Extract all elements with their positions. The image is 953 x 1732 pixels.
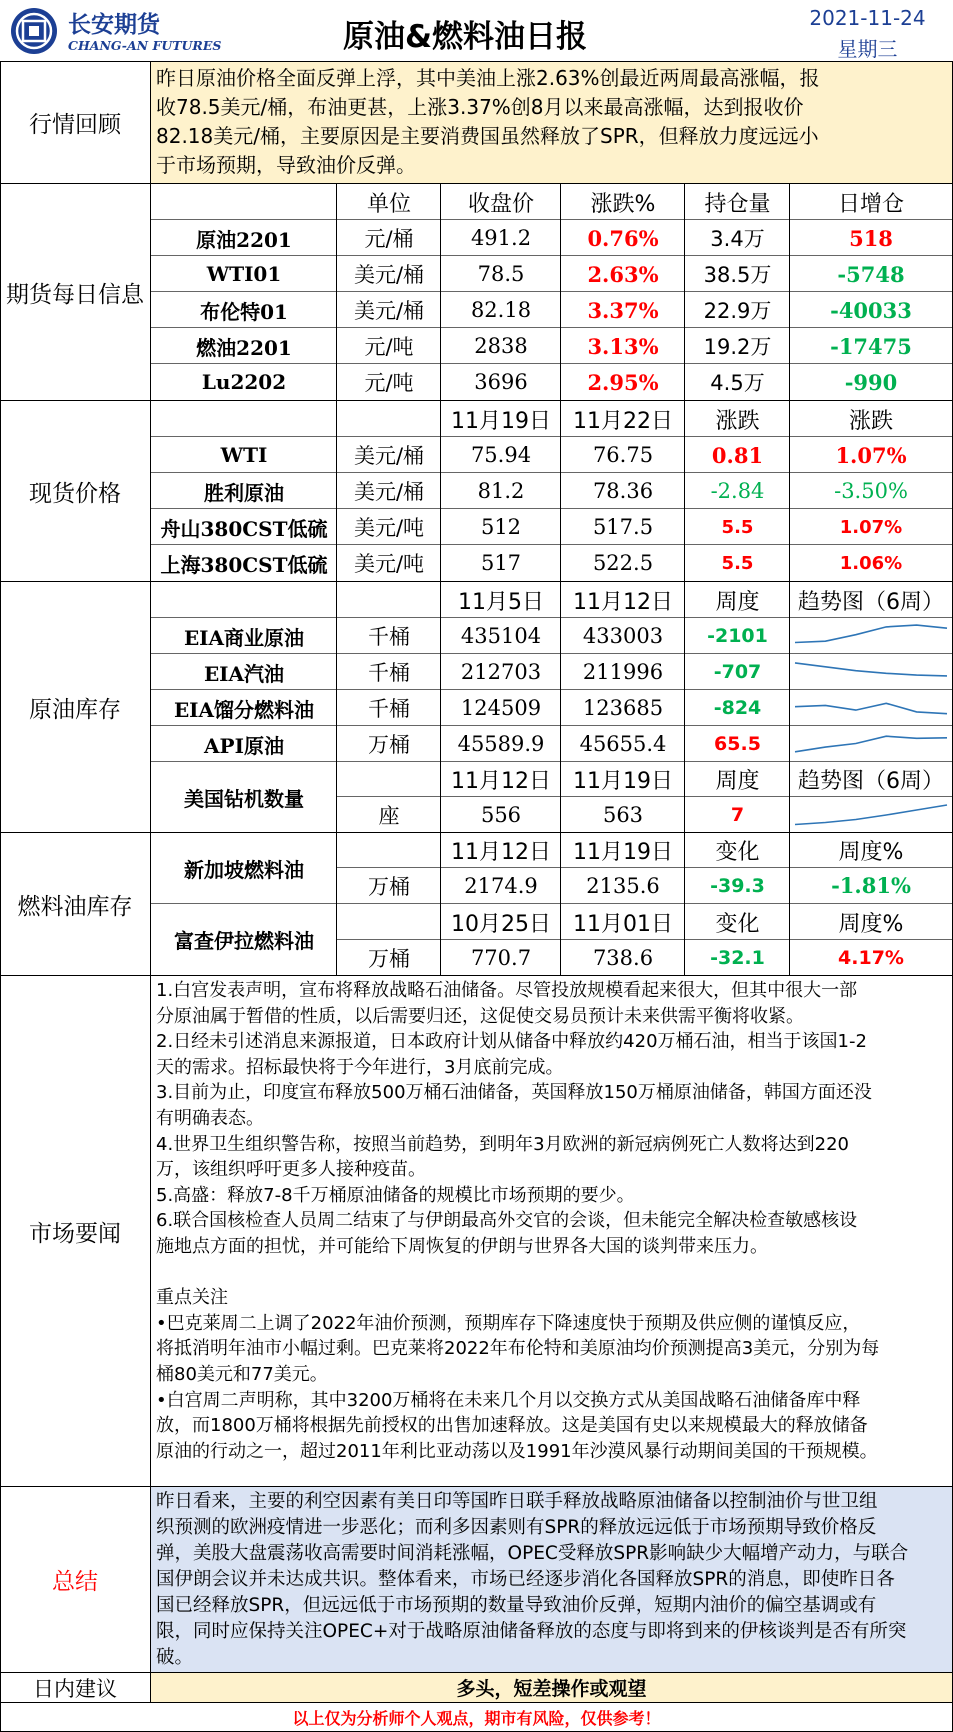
summary-line: 昨日看来，主要的利空因素有美日印等国昨日联手释放战略原油储备以控制油价与世卫组 (156, 1491, 878, 1512)
spot-row-3-change-pct: 1.06% (839, 552, 903, 574)
news-line: 2.日经未引述消息来源报道，日本政府计划从储备中释放约420万桶石油，相当于该国1-2 (156, 1031, 867, 1053)
fj-header-date2: 11月01日 (573, 911, 673, 937)
fj-weekly-pct: 4.17% (838, 946, 904, 969)
crude-inv-row-0-v1: 435104 (460, 624, 542, 648)
sg-header-date2: 11月19日 (573, 840, 673, 865)
futures-row-0-close: 491.2 (470, 226, 532, 250)
futures-header-unit: 单位 (366, 191, 411, 217)
futures-row-0-oi-change: 518 (849, 225, 893, 251)
fj-header-weekly-pct: 周度% (838, 911, 904, 937)
futures-row-1-unit: 美元/桶 (353, 263, 425, 287)
futures-row-4-oi-change: -990 (844, 369, 898, 395)
spot-row-1-change: -2.84 (710, 479, 765, 503)
news-line: 将抵消明年油市小幅过剩。巴克莱将2022年布伦特和美原油均价预测提高3美元，分别为每 (156, 1338, 880, 1360)
crude-inv-row-0-v2: 433003 (582, 624, 664, 648)
fj-header-change: 变化 (715, 911, 760, 937)
crude-inv-row-2-unit: 千桶 (368, 697, 410, 721)
summary-line: 破。 (156, 1647, 194, 1668)
fj-v2: 738.6 (592, 945, 654, 970)
spot-row-0-change: 0.81 (711, 442, 764, 468)
spot-row-3-name: 上海380CST低硫 (160, 552, 328, 577)
rig-unit: 座 (378, 803, 400, 828)
sg-header-weekly-pct: 周度% (838, 840, 904, 865)
futures-row-3-unit: 元/吨 (364, 335, 414, 359)
news-line: 6.联合国核检查人员周二结束了与伊朗最高外交官的会谈，但未能完全解决检查敏感核设 (156, 1210, 858, 1232)
spot-row-2-name: 舟山380CST低硫 (160, 516, 328, 541)
fj-v1: 770.7 (470, 945, 532, 970)
futures-header-oi-change: 日增仓 (837, 191, 904, 217)
futures-row-3-oi: 19.2万 (703, 335, 772, 359)
crude-inv-row-0-unit: 千桶 (368, 625, 410, 649)
fuel-inventory-label: 燃料油库存 (17, 893, 133, 920)
trend-sparkline (792, 620, 950, 652)
futures-row-0-unit: 元/桶 (364, 227, 414, 251)
trend-sparkline (792, 656, 950, 688)
futures-row-3-change: 3.13% (587, 333, 659, 359)
trend-line (795, 663, 947, 676)
summary-line: 弹，美股大盘震荡收高需要时间消耗涨幅，OPEC受释放SPR影响缺少大幅增产动力，与联合 (156, 1543, 909, 1564)
futures-row-0-oi: 3.4万 (710, 227, 765, 251)
futures-row-1-change: 2.63% (587, 261, 659, 287)
rig-change: 7 (730, 803, 745, 826)
futures-row-4-name: Lu2202 (201, 370, 287, 394)
spot-header-date2: 11月22日 (573, 408, 673, 434)
crude-inv-row-2-v2: 123685 (582, 696, 664, 720)
futures-row-3-name: 燃油2201 (196, 335, 292, 360)
futures-row-2-close: 82.18 (470, 298, 532, 322)
news-line: 万，该组织呼吁更多人接种疫苗。 (156, 1159, 426, 1181)
news-line: 5.高盛：释放7-8千万桶原油储备的规模比市场预期的要少。 (156, 1184, 635, 1206)
spot-row-3-change: 5.5 (721, 552, 754, 574)
spot-row-3-unit: 美元/吨 (353, 552, 425, 576)
news-line: 桶80美元和77美元。 (156, 1363, 328, 1385)
news-line: 有明确表态。 (156, 1107, 264, 1129)
spot-label: 现货价格 (29, 480, 121, 507)
logo-text-en: CHANG-AN FUTURES (68, 38, 222, 53)
spot-header-change: 涨跌 (715, 408, 760, 434)
spot-header-change-pct: 涨跌 (848, 408, 893, 434)
review-line: 昨日原油价格全面反弹上浮，其中美油上涨2.63%创最近两周最高涨幅，报 (156, 66, 820, 90)
rig-header-trend: 趋势图（6周） (798, 769, 944, 794)
news-line (156, 1260, 879, 1286)
news-line: •巴克莱周二上调了2022年油价预测，预期库存下降速度快于预期及供应侧的谨慎反应， (156, 1312, 861, 1334)
rig-count-name: 美国钻机数量 (184, 786, 304, 811)
futures-row-1-name: WTI01 (206, 262, 282, 286)
sg-header-change: 变化 (715, 840, 760, 865)
futures-row-3-oi-change: -17475 (830, 333, 912, 359)
spot-row-2-unit: 美元/吨 (353, 516, 425, 540)
summary-label: 总结 (52, 1569, 98, 1595)
report-weekday: 星期三 (837, 36, 898, 61)
futures-row-2-change: 3.37% (587, 297, 659, 323)
logo (8, 6, 222, 56)
futures-row-4-close: 3696 (474, 370, 528, 394)
futures-header-change: 涨跌% (590, 191, 656, 217)
spot-header-date1: 11月19日 (451, 408, 551, 434)
trend-sparkline (792, 799, 950, 830)
spot-row-0-name: WTI (220, 443, 268, 467)
summary-line: 国已经释放SPR，但远远低于市场预期的数量导致油价反弹，短期内油价的偏空基调或有 (156, 1595, 877, 1616)
news-line: •白宫周二声明称，其中3200万桶将在未来几个月以交换方式从美国战略石油储备库中释 (156, 1389, 861, 1411)
logo-text-cn: 长安期货 (68, 12, 160, 38)
sg-header-date1: 11月12日 (451, 840, 551, 865)
crude-inv-row-3-change: 65.5 (714, 733, 761, 755)
crude-inv-row-0-change: -2101 (707, 625, 768, 647)
futures-row-0-change: 0.76% (587, 225, 659, 251)
news-label: 市场要闻 (29, 1220, 121, 1247)
trend-line (795, 805, 947, 825)
summary-text (156, 1489, 908, 1671)
review-line: 收78.5美元/桶，布油更甚，上涨3.37%创8月以来最高涨幅，达到报收价 (156, 95, 804, 119)
crude-inv-row-1-v1: 212703 (460, 660, 542, 684)
trend-line (795, 625, 947, 642)
spot-row-2-p1: 512 (480, 515, 522, 539)
trend-line (795, 736, 947, 752)
crude-inv-header-date1: 11月5日 (458, 589, 544, 615)
crude-inv-row-1-name: EIA汽油 (203, 661, 285, 686)
crude-inv-row-3-v1: 45589.9 (457, 732, 545, 756)
rig-v2: 563 (602, 802, 644, 827)
advice-text: 多头，短差操作或观望 (456, 1678, 647, 1700)
spot-row-0-change-pct: 1.07% (835, 442, 907, 468)
review-label: 行情回顾 (29, 112, 121, 138)
fj-change: -32.1 (710, 946, 765, 969)
futures-row-1-close: 78.5 (477, 262, 525, 286)
news-line: 原油的行动之一，超过2011年利比亚动荡以及1991年沙漠风暴行动期间美国的干预规模。 (156, 1440, 878, 1462)
futures-label: 期货每日信息 (6, 281, 144, 308)
futures-row-2-oi: 22.9万 (703, 299, 772, 323)
news-line: 重点关注 (156, 1287, 228, 1309)
crude-inv-row-1-unit: 千桶 (368, 661, 410, 685)
news-line: 分原油属于暂借的性质，以后需要归还，这促使交易员预计未来供需平衡将收紧。 (156, 1005, 804, 1027)
sg-unit: 万桶 (368, 874, 410, 899)
futures-row-4-oi: 4.5万 (710, 371, 765, 395)
news-line: 放，而1800万桶将根据先前授权的出售加速释放。这是美国有史以来规模最大的释放储备 (156, 1415, 868, 1437)
crude-inv-row-3-unit: 万桶 (368, 733, 410, 757)
sg-v1: 2174.9 (464, 873, 538, 898)
spot-row-0-unit: 美元/桶 (353, 444, 425, 468)
logo-emblem-icon (8, 6, 60, 56)
spot-row-0-p1: 75.94 (470, 443, 532, 467)
trend-sparkline (792, 692, 950, 724)
review-line: 82.18美元/桶，主要原因是主要消费国虽然释放了SPR，但释放力度远远小 (156, 124, 819, 148)
futures-row-4-change: 2.95% (587, 369, 659, 395)
disclaimer: 以上仅为分析师个人观点，期市有风险，仅供参考！ (292, 1709, 661, 1728)
trend-sparkline (792, 728, 950, 760)
spot-row-3-p2: 522.5 (592, 551, 654, 575)
crude-inv-header-trend: 趋势图（6周） (798, 589, 944, 615)
advice-label: 日内建议 (33, 1676, 117, 1701)
news-line: 1.白宫发表声明，宣布将释放战略石油储备。尽管投放规模看起来很大，但其中很大一部 (156, 980, 858, 1001)
fj-header-date1: 10月25日 (451, 911, 551, 937)
trend-line (795, 703, 947, 713)
report-title: 原油&燃料油日报 (342, 18, 588, 55)
news-line: 3.目前为止，印度宣布释放500万桶石油储备，英国释放150万桶原油储备，韩国方面还没 (156, 1082, 872, 1104)
futures-row-3-close: 2838 (474, 334, 528, 358)
crude-inv-row-2-v1: 124509 (460, 696, 542, 720)
crude-inv-row-2-change: -824 (713, 697, 762, 719)
spot-row-1-change-pct: -3.50% (834, 479, 908, 503)
sg-v2: 2135.6 (586, 873, 660, 898)
spot-row-2-change: 5.5 (721, 516, 754, 538)
crude-inv-row-2-name: EIA馏分燃料油 (173, 697, 315, 722)
spot-row-1-p1: 81.2 (477, 479, 525, 503)
spot-row-2-p2: 517.5 (592, 515, 654, 539)
futures-row-2-oi-change: -40033 (830, 297, 912, 323)
summary-line: 织预测的欧洲疫情进一步恶化；而利多因素则有SPR的释放远远低于市场预期导致价格反 (156, 1517, 877, 1538)
sg-change: -39.3 (710, 874, 765, 897)
futures-header-close: 收盘价 (467, 191, 534, 217)
spot-row-2-change-pct: 1.07% (839, 516, 903, 538)
sg-weekly-pct: -1.81% (831, 873, 911, 898)
crude-inventory-label: 原油库存 (29, 696, 121, 723)
futures-row-2-unit: 美元/桶 (353, 299, 425, 323)
report-date: 2021-11-24 (809, 6, 926, 30)
crude-inv-row-1-change: -707 (713, 661, 762, 683)
futures-row-2-name: 布伦特01 (200, 299, 288, 324)
spot-row-1-p2: 78.36 (592, 479, 654, 503)
fj-fuel-name: 富查伊拉燃料油 (174, 929, 314, 953)
crude-inv-row-3-v2: 45655.4 (579, 732, 667, 756)
crude-inv-row-3-name: API原油 (204, 733, 284, 758)
futures-header-open-interest: 持仓量 (704, 191, 771, 217)
rig-header-weekly: 周度 (715, 769, 760, 794)
futures-row-4-unit: 元/吨 (364, 371, 414, 395)
rig-header-date2: 11月19日 (573, 769, 673, 794)
news-line: 4.世界卫生组织警告称，按照当前趋势，到明年3月欧洲的新冠病例死亡人数将达到220 (156, 1133, 849, 1155)
spot-row-1-name: 胜利原油 (204, 480, 284, 505)
summary-line: 国伊朗会议并未达成共识。整体看来，市场已经逐步消化各国释放SPR的消息，即使昨日各 (156, 1569, 895, 1590)
futures-row-0-name: 原油2201 (196, 227, 292, 252)
sg-fuel-name: 新加坡燃料油 (184, 857, 304, 882)
rig-v1: 556 (480, 802, 522, 827)
futures-row-1-oi: 38.5万 (703, 263, 772, 287)
crude-inv-row-0-name: EIA商业原油 (183, 625, 305, 650)
news-line: 施地点方面的担忧，并可能给下周恢复的伊朗与世界各大国的谈判带来压力。 (156, 1235, 768, 1257)
news-text (156, 978, 879, 1464)
crude-inv-header-date2: 11月12日 (573, 589, 673, 615)
review-text (156, 64, 820, 180)
review-line: 于市场预期，导致油价反弹。 (156, 153, 416, 177)
spot-row-1-unit: 美元/桶 (353, 480, 425, 504)
fj-unit: 万桶 (368, 946, 410, 971)
summary-line: 限，同时应保持关注OPEC+对于战略原油储备释放的态度与即将到来的伊核谈判是否有所突 (156, 1621, 907, 1642)
rig-header-date1: 11月12日 (451, 769, 551, 794)
spot-row-0-p2: 76.75 (592, 443, 654, 467)
futures-row-1-oi-change: -5748 (837, 261, 905, 287)
news-line: 天的需求。招标最快将于今年进行，3月底前完成。 (156, 1056, 564, 1078)
crude-inv-header-weekly: 周度 (715, 589, 760, 615)
spot-row-3-p1: 517 (480, 551, 522, 575)
crude-inv-row-1-v2: 211996 (582, 660, 664, 684)
